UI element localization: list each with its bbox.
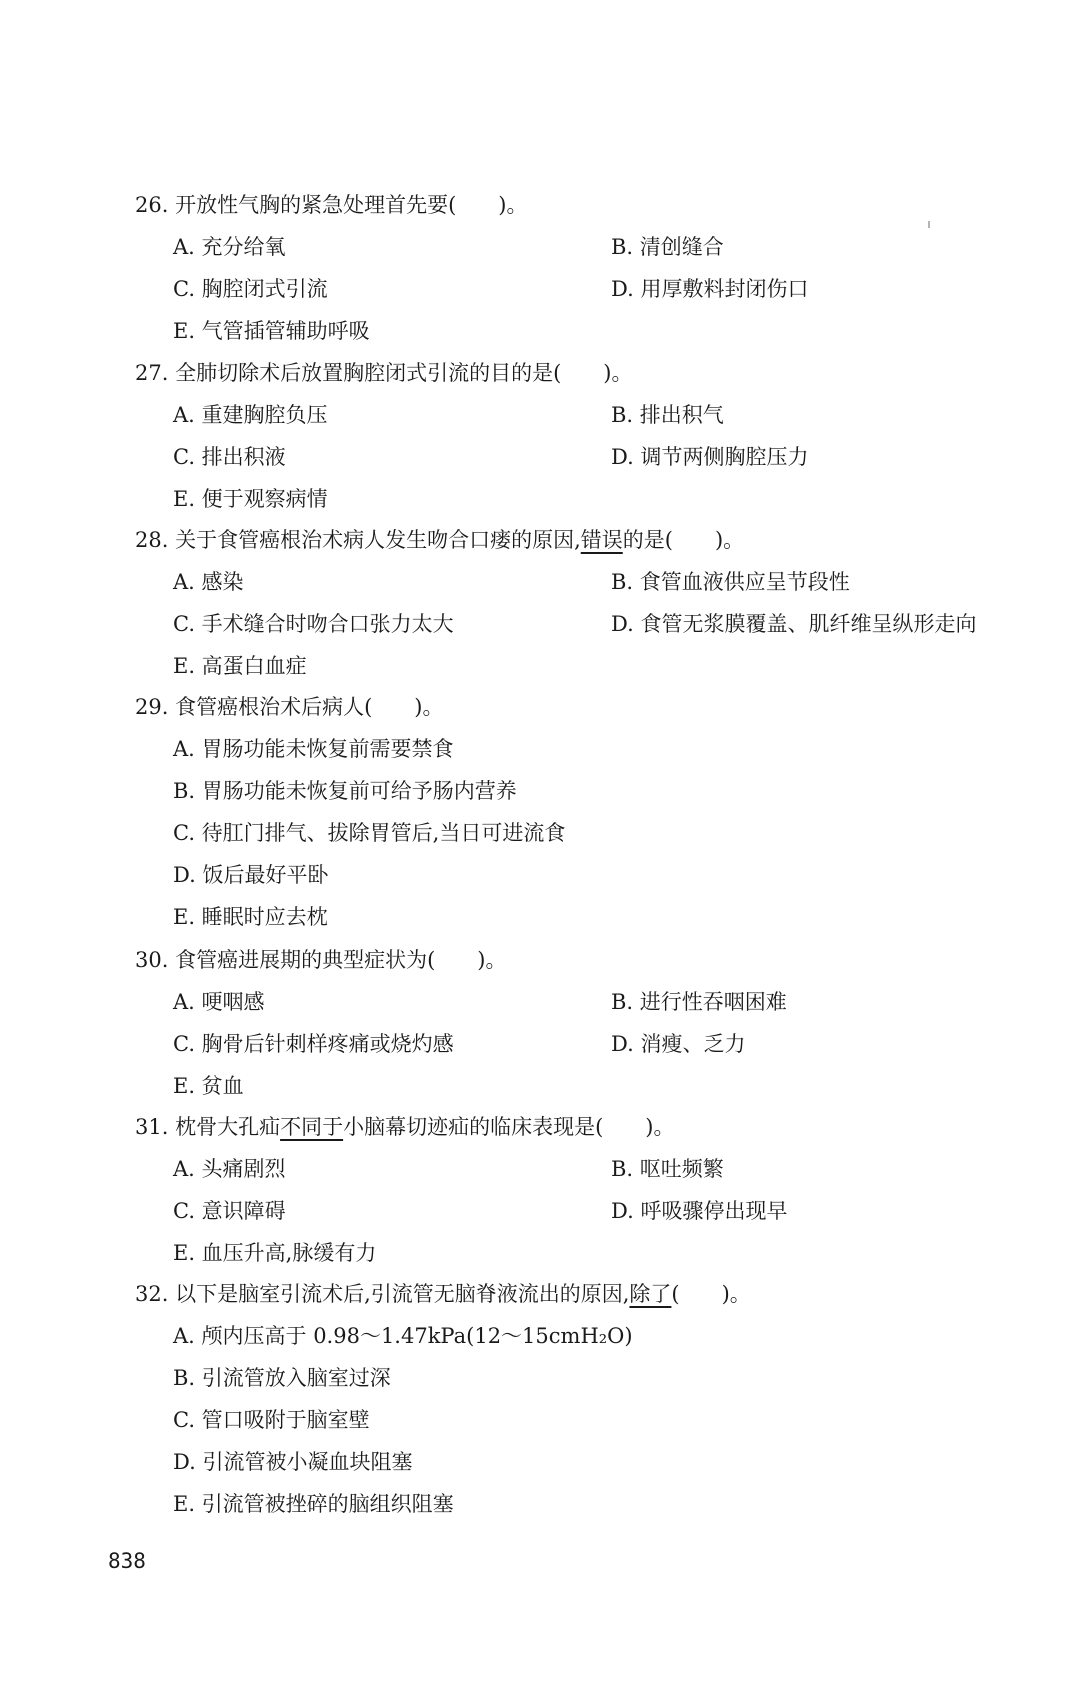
question-stem [135,1273,1035,1315]
emphasis-underline: 错误 [580,528,623,552]
scan-speck [928,221,930,228]
question-stem: 27. 全肺切除术后放置胸腔闭式引流的目的是( )。 [135,361,633,385]
option-b: B. 进行性吞咽困难 [611,990,787,1014]
question-27 [135,352,1035,520]
option-b: B. 排出积气 [611,403,724,427]
option-a: A. 颅内压高于 0.98～1.47kPa(12～15cmH₂O) [173,1324,633,1348]
stem-text: 小脑幕切迹疝的临床表现是( )。 [343,1115,675,1139]
option-list [173,394,1035,520]
question-32 [135,1273,1035,1525]
option-b: B. 胃肠功能未恢复前可给予肠内营养 [173,779,517,803]
emphasis-underline: 除了 [629,1282,672,1306]
option-b: B. 引流管放入脑室过深 [173,1366,391,1390]
option-d: D. 调节两侧胸腔压力 [611,445,809,469]
option-b: B. 清创缝合 [611,235,724,259]
option-c: C. 胸腔闭式引流 [173,277,328,301]
option-d: D. 引流管被小凝血块阻塞 [173,1450,413,1474]
question-stem: 30. 食管癌进展期的典型症状为( )。 [135,948,507,972]
option-d: D. 食管无浆膜覆盖、肌纤维呈纵形走向 [611,612,977,636]
option-list [173,226,1035,352]
question-28 [135,519,1035,687]
question-29 [135,686,1035,938]
option-d: D. 饭后最好平卧 [173,863,329,887]
emphasis-underline: 不同于 [280,1115,344,1139]
option-list [173,561,1035,687]
page-number: 838 [108,1549,146,1573]
question-31 [135,1106,1035,1274]
stem-text: 的是( )。 [622,528,745,552]
stem-text: 31. 枕骨大孔疝 [135,1115,281,1139]
option-d: D. 用厚敷料封闭伤口 [611,277,809,301]
option-a: A. 重建胸腔负压 [173,403,328,427]
option-list [173,728,1035,938]
option-a: A. 头痛剧烈 [173,1157,286,1181]
option-a: A. 感染 [173,570,244,594]
stem-text: 32. 以下是脑室引流术后,引流管无脑脊液流出的原因, [135,1282,630,1306]
option-c: C. 排出积液 [173,445,286,469]
option-list [173,1315,1035,1525]
option-list [173,1148,1035,1274]
option-e: E. 高蛋白血症 [173,654,307,678]
option-e: E. 贫血 [173,1074,244,1098]
stem-text: 28. 关于食管癌根治术病人发生吻合口瘘的原因, [135,528,581,552]
option-d: D. 呼吸骤停出现早 [611,1199,788,1223]
option-e: E. 便于观察病情 [173,487,328,511]
option-b: B. 呕吐频繁 [611,1157,724,1181]
option-e: E. 血压升高,脉缓有力 [173,1241,377,1265]
question-stem [135,519,1035,561]
stem-text: ( )。 [671,1282,751,1306]
option-c: C. 管口吸附于脑室壁 [173,1408,370,1432]
option-a: A. 充分给氧 [173,235,286,259]
option-a: A. 胃肠功能未恢复前需要禁食 [173,737,454,761]
option-b: B. 食管血液供应呈节段性 [611,570,850,594]
question-26 [135,184,1035,352]
question-30 [135,939,1035,1107]
option-list [173,981,1035,1107]
option-d: D. 消瘦、乏力 [611,1032,746,1056]
question-stem: 29. 食管癌根治术后病人( )。 [135,695,444,719]
question-stem: 26. 开放性气胸的紧急处理首先要( )。 [135,193,528,217]
option-c: C. 手术缝合时吻合口张力太大 [173,612,454,636]
option-c: C. 待肛门排气、拔除胃管后,当日可进流食 [173,821,566,845]
option-e: E. 气管插管辅助呼吸 [173,319,370,343]
option-c: C. 胸骨后针刺样疼痛或烧灼感 [173,1032,454,1056]
question-stem [135,1106,1035,1148]
option-e: E. 睡眠时应去枕 [173,905,328,929]
option-a: A. 哽咽感 [173,990,265,1014]
option-c: C. 意识障碍 [173,1199,286,1223]
option-e: E. 引流管被挫碎的脑组织阻塞 [173,1492,454,1516]
